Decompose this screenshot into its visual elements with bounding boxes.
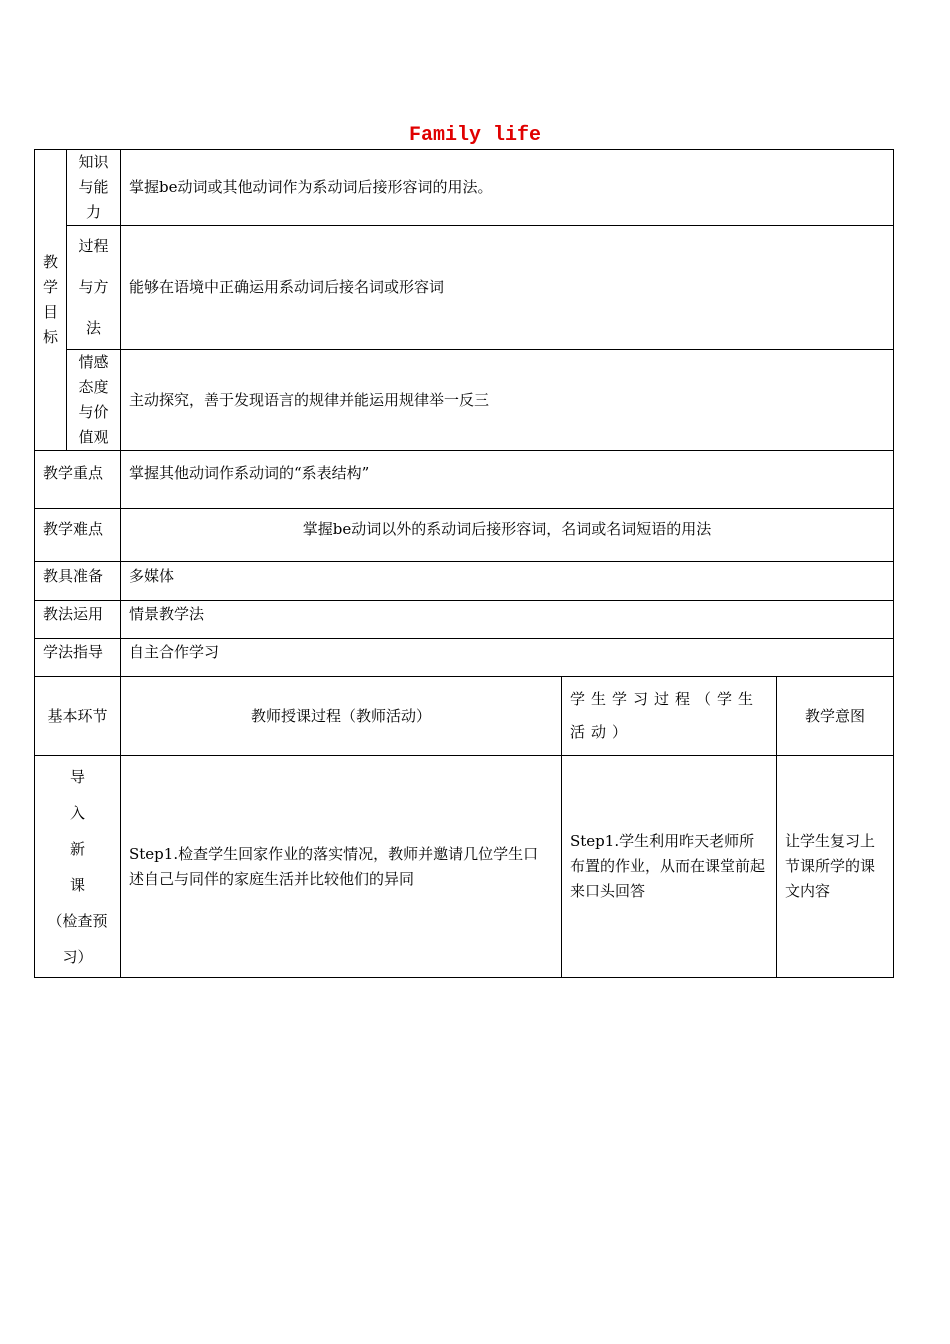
difficulty-content: 掌握be动词以外的系动词后接形容词，名词或名词短语的用法: [121, 509, 894, 562]
process-header-row: [35, 677, 894, 756]
difficulty-label: 教学难点: [35, 509, 121, 562]
knowledge-content: 掌握be动词或其他动词作为系动词后接形容词的用法。: [121, 150, 894, 226]
method-label: 教法运用: [35, 601, 121, 639]
objective-knowledge-row: [35, 150, 894, 226]
study-row: [35, 639, 894, 677]
difficulty-row: [35, 509, 894, 562]
study-label: 学法指导: [35, 639, 121, 677]
key-point-row: [35, 451, 894, 509]
stage-cell: 导 入 新 课 （检查预 习）: [35, 756, 121, 978]
header-stage: 基本环节: [35, 677, 121, 756]
objective-emotion-row: [35, 350, 894, 451]
teacher-activity: Step1.检查学生回家作业的落实情况，教师并邀请几位学生口述自己与同伴的家庭生活并比较他们的异同: [121, 756, 562, 978]
method-content: 情景教学法: [121, 601, 894, 639]
teaching-intent: 让学生复习上节课所学的课文内容: [777, 756, 894, 978]
lesson-plan-table: [34, 149, 894, 978]
objective-process-row: [35, 226, 894, 350]
student-activity: Step1.学生利用昨天老师所布置的作业，从而在课堂前起来口头回答: [562, 756, 777, 978]
objectives-label: 教 学 目 标: [35, 150, 67, 451]
method-row: [35, 601, 894, 639]
header-teacher: 教师授课过程（教师活动）: [121, 677, 562, 756]
tools-content: 多媒体: [121, 562, 894, 601]
header-intent: 教学意图: [777, 677, 894, 756]
header-student: 学生学习过程（学生活动）: [562, 677, 777, 756]
document-title: Family life: [408, 124, 542, 147]
tools-label: 教具准备: [35, 562, 121, 601]
tools-row: [35, 562, 894, 601]
knowledge-label: 知识 与能 力: [67, 150, 121, 226]
key-point-label: 教学重点: [35, 451, 121, 509]
process-label: 过程 与方 法: [67, 226, 121, 350]
process-content: 能够在语境中正确运用系动词后接名词或形容词: [121, 226, 894, 350]
emotion-content: 主动探究，善于发现语言的规律并能运用规律举一反三: [121, 350, 894, 451]
key-point-content: 掌握其他动词作系动词的“系表结构”: [121, 451, 894, 509]
emotion-label: 情感 态度 与价 值观: [67, 350, 121, 451]
process-row: [35, 756, 894, 978]
study-content: 自主合作学习: [121, 639, 894, 677]
